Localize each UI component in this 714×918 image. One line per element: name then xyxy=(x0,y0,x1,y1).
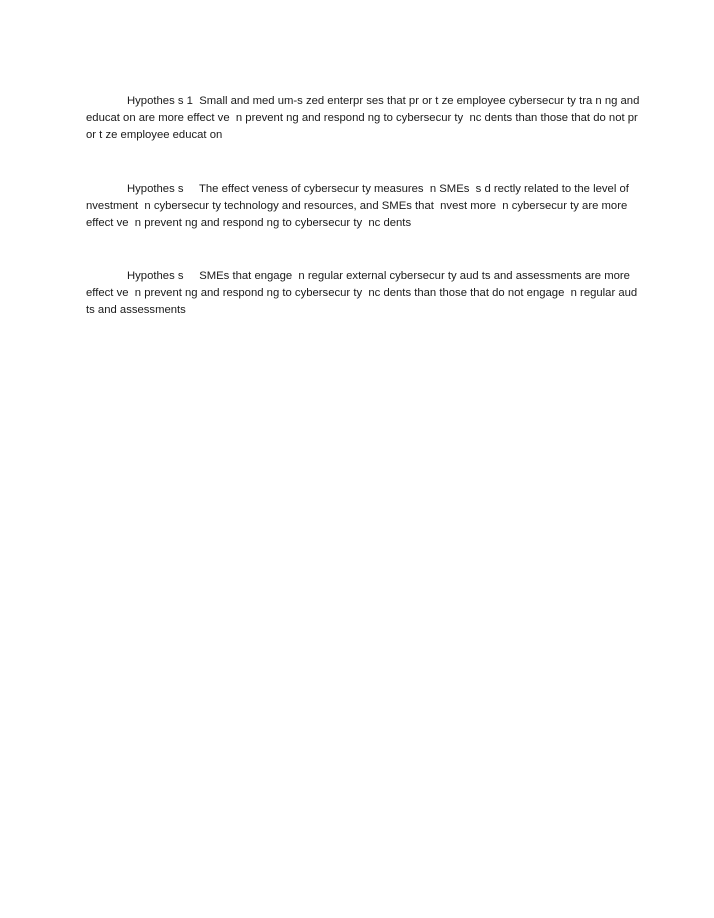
hypothesis-paragraph-3: Hypothes s SMEs that engage n regular external cybersecur ty aud ts and assessments are more effect ve n prevent ng and respond ng to cybersecur ty nc dents than those that do not engage n regular aud ts and assessments xyxy=(86,270,641,317)
hypothesis-paragraph-2: Hypothes s The effect veness of cybersecur ty measures n SMEs s d rectly related to the level of nvestment n cybersecur ty technology and resources, and SMEs that nvest more n cybersecur ty are more effect ve n prevent ng and respond ng to cybersecur ty nc dents xyxy=(86,183,636,230)
hypothesis-paragraph-1: Hypothes s 1 Small and med um-s zed enterpr ses that pr or t ze employee cybersecur ty tra n ng and educat on are more effect ve n prevent ng and respond ng to cybersecur ty nc dents than those that do not pr or t ze employee educat on xyxy=(86,95,643,142)
